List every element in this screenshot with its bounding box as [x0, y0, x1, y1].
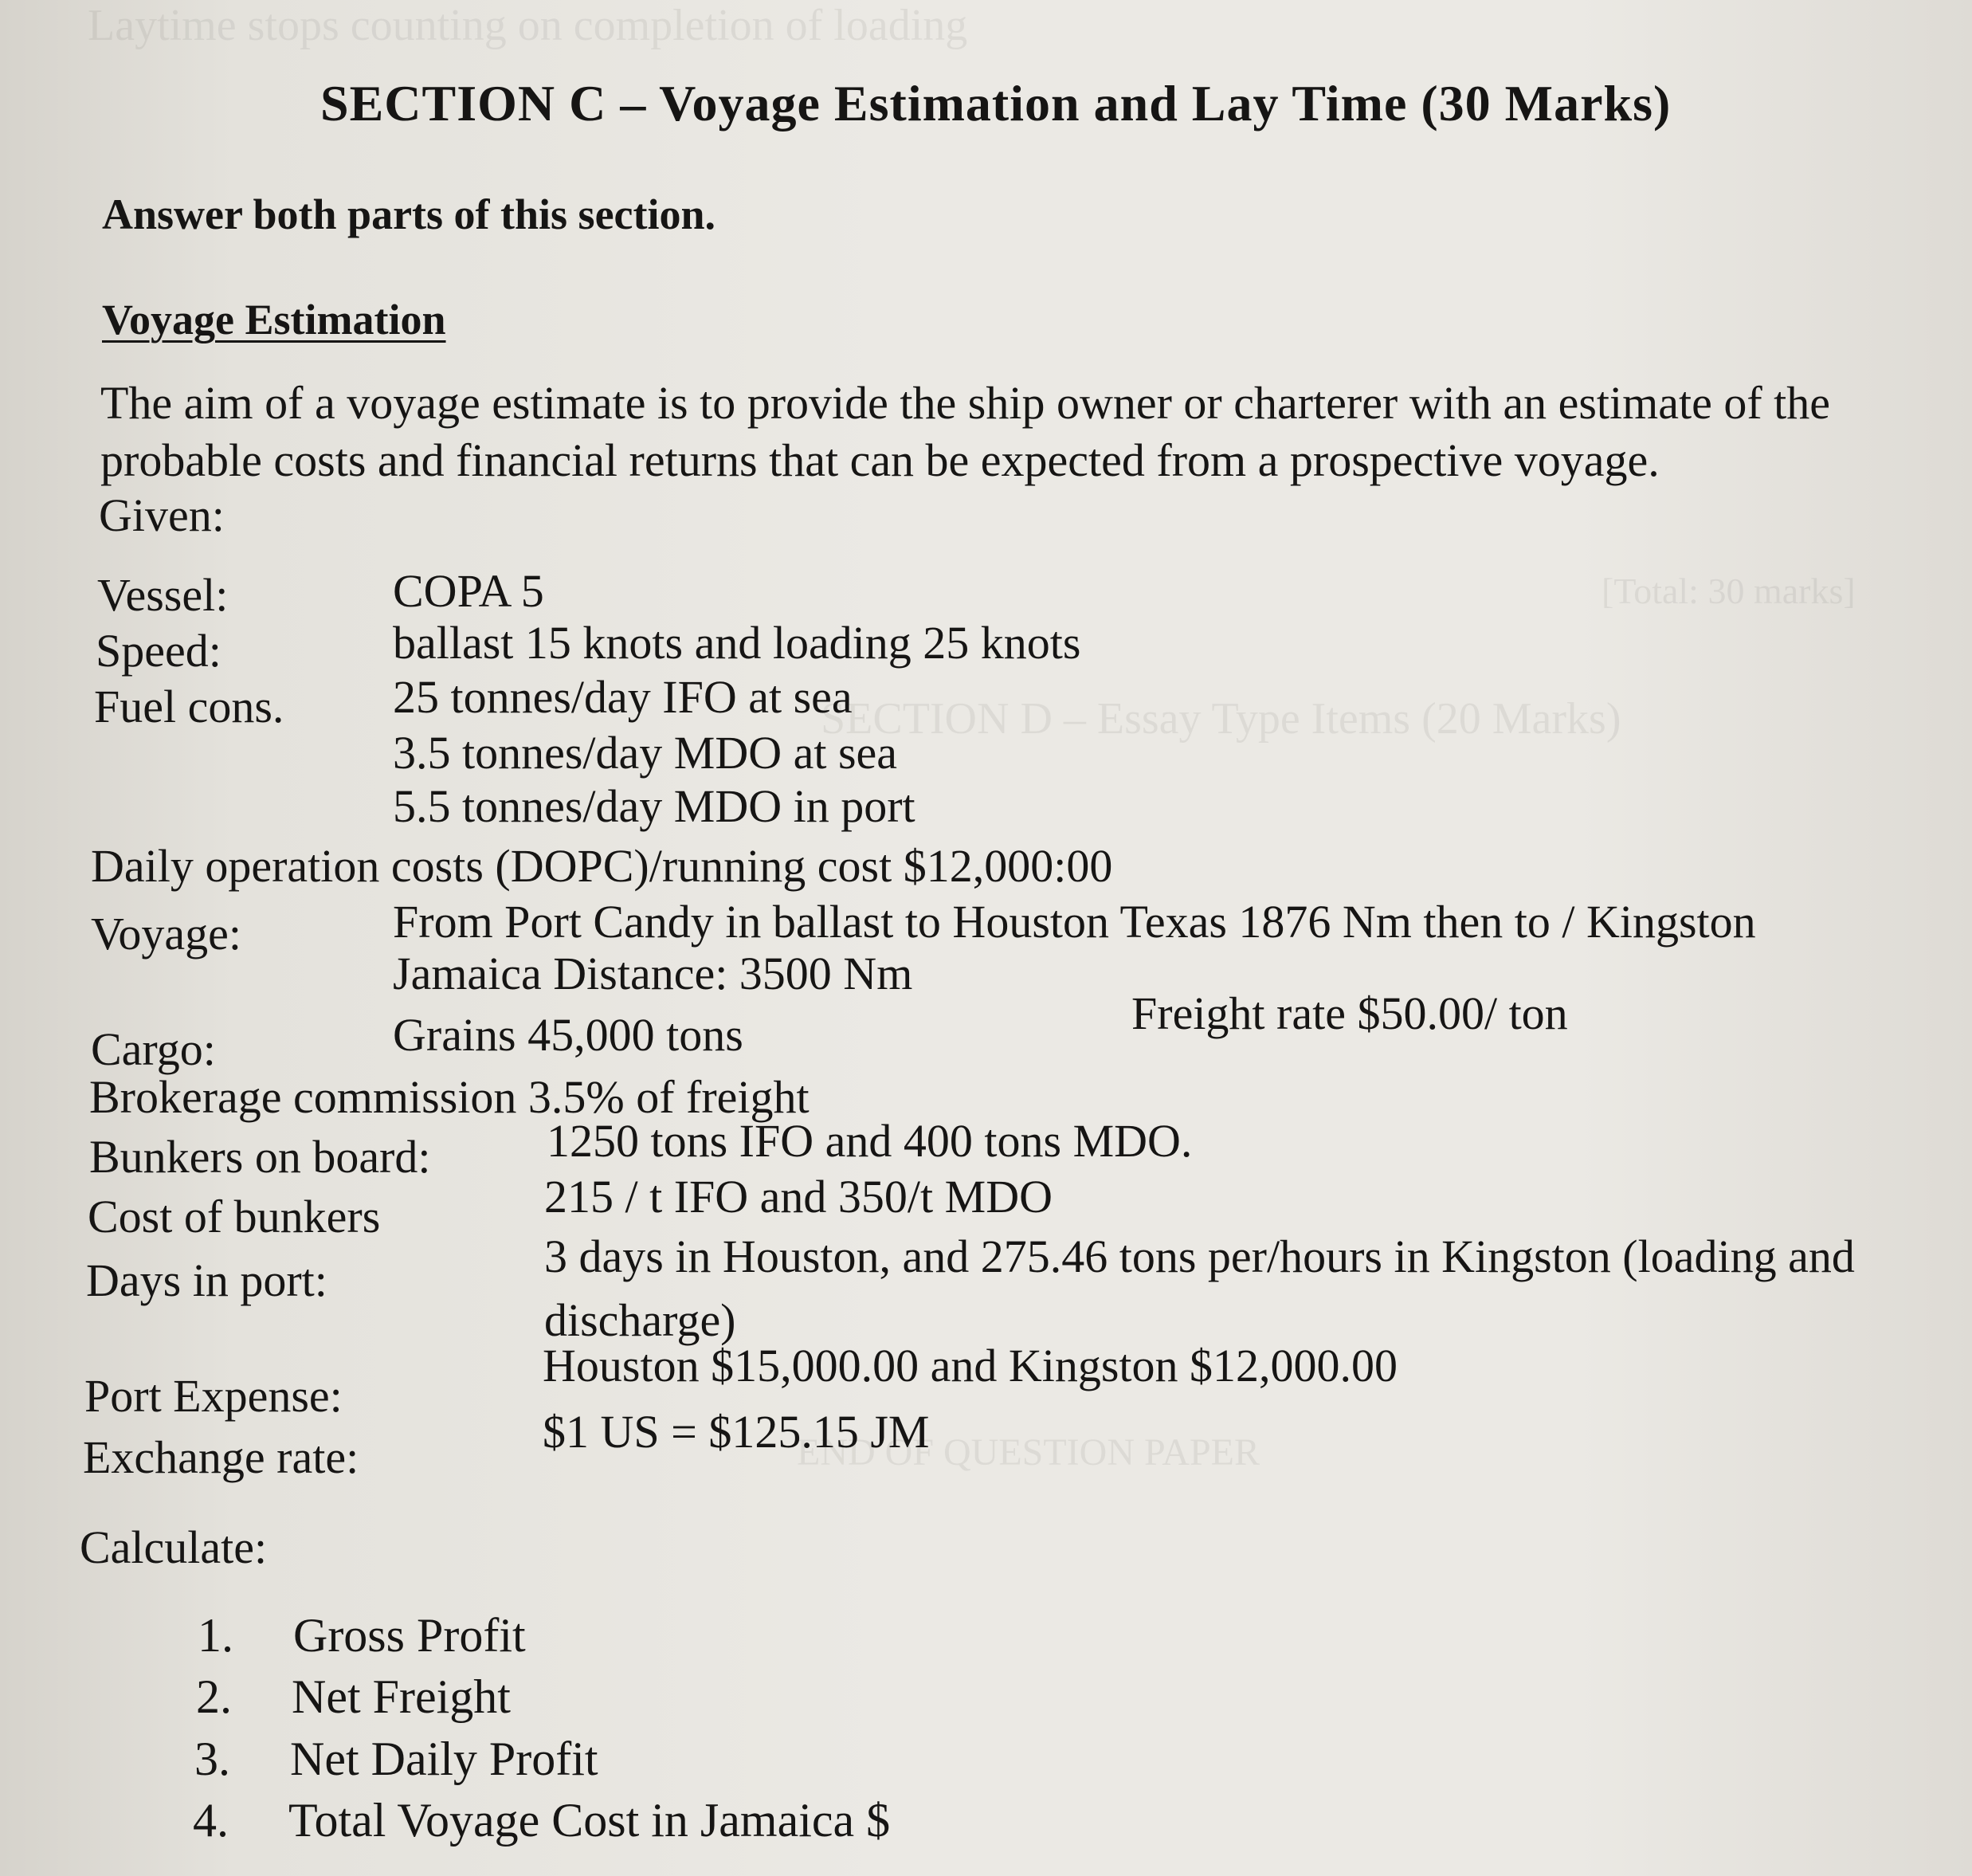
item-number: 1.	[198, 1609, 233, 1662]
item-number: 4.	[193, 1794, 229, 1847]
bunkers-label: Bunkers on board:	[89, 1131, 431, 1183]
voyage-line: Jamaica Distance: 3500 Nm	[393, 948, 913, 999]
bleed-through-text: END OF QUESTION PAPER	[797, 1431, 1260, 1474]
voyage-label: Voyage:	[91, 908, 242, 960]
given-label: Given:	[99, 489, 225, 541]
days-in-port-line: discharge)	[544, 1294, 736, 1346]
calculate-item	[194, 1732, 598, 1787]
instruction-text: Answer both parts of this section.	[102, 190, 716, 238]
freight-rate: Freight rate $50.00/ ton	[1131, 987, 1568, 1039]
exchange-rate-value: $1 US = $125.15 JM	[543, 1406, 930, 1458]
item-number: 2.	[196, 1670, 232, 1723]
voyage-line: From Port Candy in ballast to Houston Texas 1876 Nm then to / Kingston	[393, 896, 1756, 948]
item-text: Net Freight	[292, 1670, 511, 1723]
fuel-line: 3.5 tonnes/day MDO at sea	[393, 727, 898, 779]
vessel-label: Vessel:	[97, 569, 229, 621]
cargo-label: Cargo:	[91, 1023, 216, 1075]
exchange-rate-label: Exchange rate:	[83, 1431, 359, 1483]
calculate-item	[193, 1793, 890, 1848]
port-expense-label: Port Expense:	[84, 1370, 343, 1422]
bleed-through-text: [Total: 30 marks]	[1602, 571, 1856, 611]
subheading: Voyage Estimation	[102, 296, 446, 343]
item-text: Gross Profit	[293, 1609, 526, 1662]
cargo-value: Grains 45,000 tons	[393, 1009, 743, 1061]
bunker-cost-label: Cost of bunkers	[88, 1191, 381, 1242]
daily-cost: Daily operation costs (DOPC)/running cost $12,000:00	[91, 840, 1113, 892]
bleed-through-text: SECTION D – Essay Type Items (20 Marks)	[821, 694, 1621, 744]
speed-value: ballast 15 knots and loading 25 knots	[393, 617, 1081, 669]
bunker-cost-value: 215 / t IFO and 350/t MDO	[544, 1171, 1053, 1223]
item-text: Total Voyage Cost in Jamaica $	[288, 1794, 891, 1847]
days-in-port-line: 3 days in Houston, and 275.46 tons per/hours in Kingston (loading and	[544, 1230, 1855, 1282]
calculate-item	[196, 1670, 511, 1725]
bleed-through-text: Laytime stops counting on completion of loading	[88, 1, 968, 50]
calculate-item	[198, 1608, 526, 1663]
days-in-port-label: Days in port:	[86, 1254, 327, 1306]
fuel-line: 5.5 tonnes/day MDO in port	[393, 780, 915, 832]
section-title: SECTION C – Voyage Estimation and Lay Time (30 Marks)	[320, 75, 1672, 131]
item-text: Net Daily Profit	[290, 1733, 598, 1785]
item-number: 3.	[194, 1733, 230, 1785]
fuel-label: Fuel cons.	[94, 681, 284, 732]
bunkers-value: 1250 tons IFO and 400 tons MDO.	[547, 1115, 1193, 1167]
calculate-label: Calculate:	[80, 1521, 268, 1573]
port-expense-value: Houston $15,000.00 and Kingston $12,000.00	[543, 1340, 1398, 1391]
intro-paragraph: The aim of a voyage estimate is to provide the ship owner or charterer with an estimate of the probable costs and financial returns that can be expected from a prospective voyage.	[100, 377, 1831, 486]
brokerage-commission: Brokerage commission 3.5% of freight	[89, 1071, 810, 1123]
vessel-value: COPA 5	[393, 565, 544, 617]
speed-label: Speed:	[96, 625, 222, 677]
fuel-line: 25 tonnes/day IFO at sea	[393, 671, 853, 723]
